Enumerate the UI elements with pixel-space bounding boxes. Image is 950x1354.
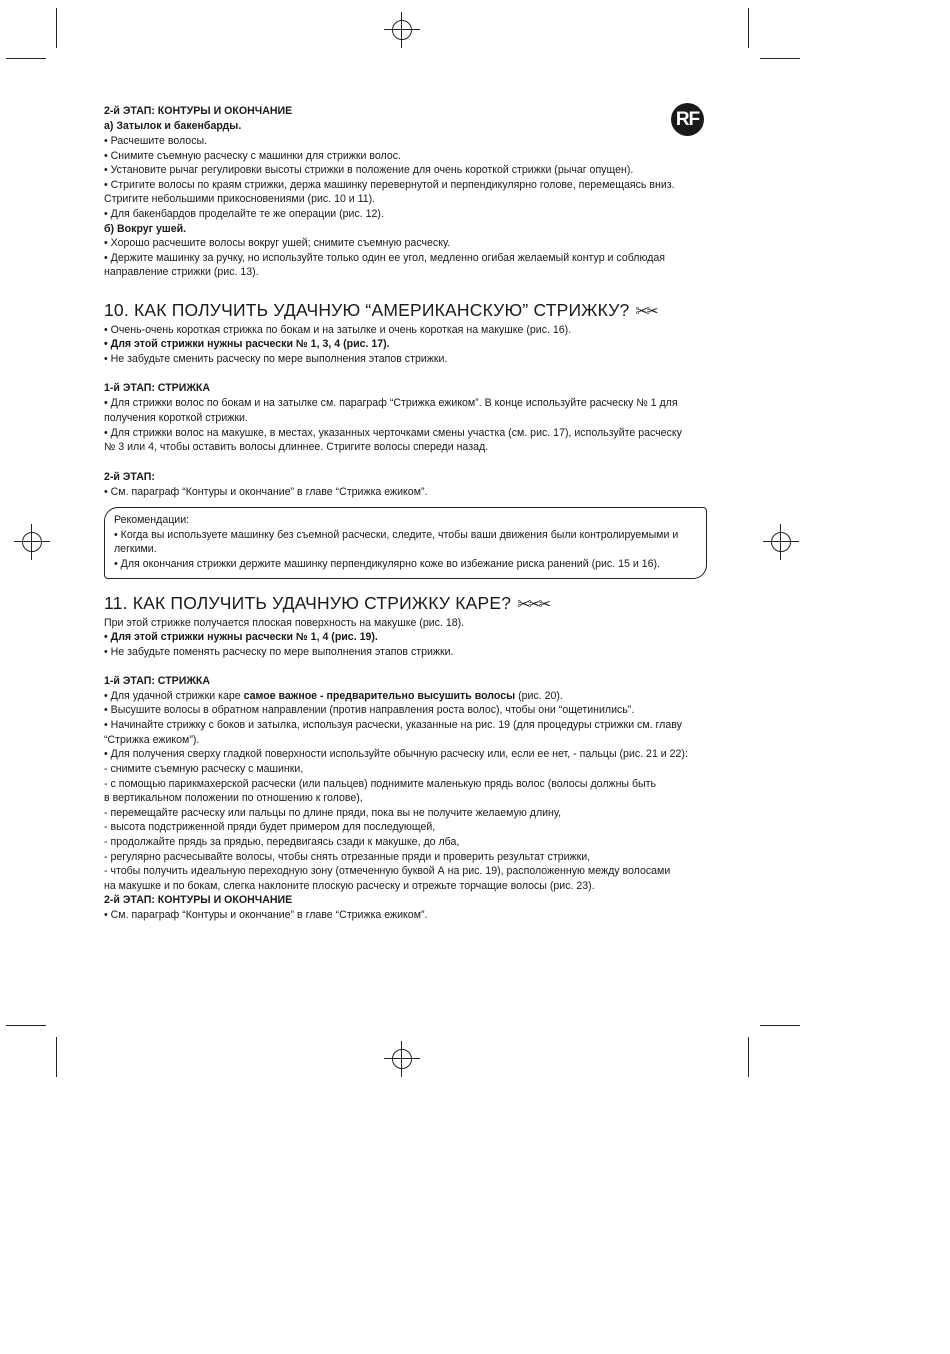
list-item: • Для этой стрижки нужны расчески № 1, 4 (рис. 19).	[104, 631, 378, 643]
section-heading	[104, 593, 549, 615]
list-item: • См. параграф “Контуры и окончание” в главе “Стрижка ежиком”.	[104, 909, 428, 921]
stage-title: 1-й ЭТАП: СТРИЖКА	[104, 675, 211, 687]
list-item: в вертикальном положении по отношению к голове),	[104, 792, 363, 804]
list-item: • Не забудьте сменить расческу по мере выполнения этапов стрижки.	[104, 353, 448, 365]
list-item: При этой стрижке получается плоская поверхность на макушке (рис. 18).	[104, 617, 465, 629]
stage-title: 2-й ЭТАП: КОНТУРЫ И ОКОНЧАНИЕ	[104, 105, 293, 117]
list-item: • Для этой стрижки нужны расчески № 1, 3, 4 (рис. 17).	[104, 338, 390, 350]
tip-item: • Когда вы используете машинку без съемной расчески, следите, чтобы ваши движения были контролируемыми и	[114, 529, 679, 541]
list-item: • Начинайте стрижку с боков и затылка, используя расчески, указанные на рис. 19 (для процедуры стрижки см. главу	[104, 719, 682, 731]
list-item: • Не забудьте поменять расческу по мере выполнения этапов стрижки.	[104, 646, 454, 658]
list-item: • Держите машинку за ручку, но используйте только один ее угол, медленно огибая желаемый контур и соблюдая	[104, 252, 666, 264]
section-heading-text: 10. КАК ПОЛУЧИТЬ УДАЧНУЮ “АМЕРИКАНСКУЮ” СТРИЖКУ?	[104, 300, 630, 320]
list-item: Стригите небольшими прикосновениями (рис. 10 и 11).	[104, 193, 376, 205]
list-item: • Стригите волосы по краям стрижки, держа машинку перевернутой и перпендикулярно голове, перемещаясь вниз.	[104, 179, 675, 191]
crop-mark	[748, 8, 749, 48]
text-run: • Для удачной стрижки каре	[104, 690, 244, 702]
list-item: получения короткой стрижки.	[104, 412, 248, 424]
section-heading-text: 11. КАК ПОЛУЧИТЬ УДАЧНУЮ СТРИЖКУ КАРЕ?	[104, 593, 512, 613]
text-run-bold: самое важное - предварительно высушить волосы	[243, 690, 516, 702]
list-item: • Хорошо расчешите волосы вокруг ушей; снимите съемную расческу.	[104, 237, 451, 249]
list-item: - чтобы получить идеальную переходную зону (отмеченную буквой А на рис. 19), расположенную между волосами	[104, 865, 671, 877]
list-item: - высота подстриженной пряди будет примером для последующей,	[104, 821, 436, 833]
crop-mark	[760, 1025, 800, 1026]
list-item: “Стрижка ежиком”).	[104, 734, 200, 746]
list-item	[104, 689, 563, 704]
crop-mark	[6, 58, 46, 59]
tip-item: легкими.	[114, 543, 157, 555]
list-item: - с помощью парикмахерской расчески (или пальцев) поднимите маленькую прядь волос (волосы должны быть	[104, 778, 657, 790]
list-item: на макушке и по бокам, слегка наклоните плоскую расческу и отрежьте торчащие волосы (рис. 23).	[104, 880, 595, 892]
tips-title: Рекомендации:	[114, 514, 190, 526]
list-item: • Для стрижки волос по бокам и на затылке см. параграф “Стрижка ежиком”. В конце используйте расческу № 1 для	[104, 397, 678, 409]
list-item: № 3 или 4, чтобы оставить волосы длиннее. Стригите волосы спереди назад.	[104, 441, 489, 453]
stage-title: 1-й ЭТАП: СТРИЖКА	[104, 382, 211, 394]
list-item: • Расчешите волосы.	[104, 135, 208, 147]
crop-mark	[56, 1037, 57, 1077]
registration-mark-icon	[763, 524, 799, 560]
list-item: • Высушите волосы в обратном направлении (против направления роста волос), чтобы они “ощетинились”.	[104, 704, 635, 716]
list-item: • Для получения сверху гладкой поверхности используйте обычную расческу или, если ее нет, - пальцы (рис. 21 и 22):	[104, 748, 688, 760]
list-item: направление стрижки (рис. 13).	[104, 266, 259, 278]
list-item: • Очень-очень короткая стрижка по бокам и на затылке и очень короткая на макушке (рис. 16).	[104, 324, 572, 336]
list-item: • Для бакенбардов проделайте те же операции (рис. 12).	[104, 208, 384, 220]
list-item: • Для стрижки волос на макушке, в местах, указанных черточками смены участка (см. рис. 17), используйте расческу	[104, 427, 682, 439]
crop-mark	[6, 1025, 46, 1026]
subsection-title: а) Затылок и бакенбарды.	[104, 120, 242, 132]
registration-mark-icon	[384, 12, 420, 48]
stage-title: 2-й ЭТАП:	[104, 471, 155, 483]
list-item: - регулярно расчесывайте волосы, чтобы снять отрезанные пряди и проверить результат стрижки,	[104, 851, 591, 863]
crop-mark	[748, 1037, 749, 1077]
crop-mark	[760, 58, 800, 59]
section-heading	[104, 300, 657, 322]
scissors-icon: ✂✂	[635, 303, 657, 320]
text-run: (рис. 20).	[515, 690, 563, 702]
subsection-title: б) Вокруг ушей.	[104, 223, 187, 235]
stage-title: 2-й ЭТАП: КОНТУРЫ И ОКОНЧАНИЕ	[104, 894, 293, 906]
list-item: - перемещайте расческу или пальцы по длине пряди, пока вы не получите желаемую длину,	[104, 807, 562, 819]
registration-mark-icon	[14, 524, 50, 560]
list-item: - продолжайте прядь за прядью, передвигаясь сзади к макушке, до лба,	[104, 836, 460, 848]
registration-mark-icon	[384, 1041, 420, 1077]
language-badge: RF	[671, 103, 704, 136]
list-item: • Установите рычаг регулировки высоты стрижки в положение для очень короткой стрижки (рычаг опущен).	[104, 164, 634, 176]
scissors-icon: ✂✂✂	[517, 596, 549, 613]
list-item: • См. параграф “Контуры и окончание” в главе “Стрижка ежиком”.	[104, 486, 428, 498]
crop-mark	[56, 8, 57, 48]
list-item: • Снимите съемную расческу с машинки для стрижки волос.	[104, 150, 401, 162]
list-item: - снимите съемную расческу с машинки,	[104, 763, 304, 775]
tip-item: • Для окончания стрижки держите машинку перпендикулярно коже во избежание риска ранений (рис. 15 и 16).	[114, 558, 660, 570]
